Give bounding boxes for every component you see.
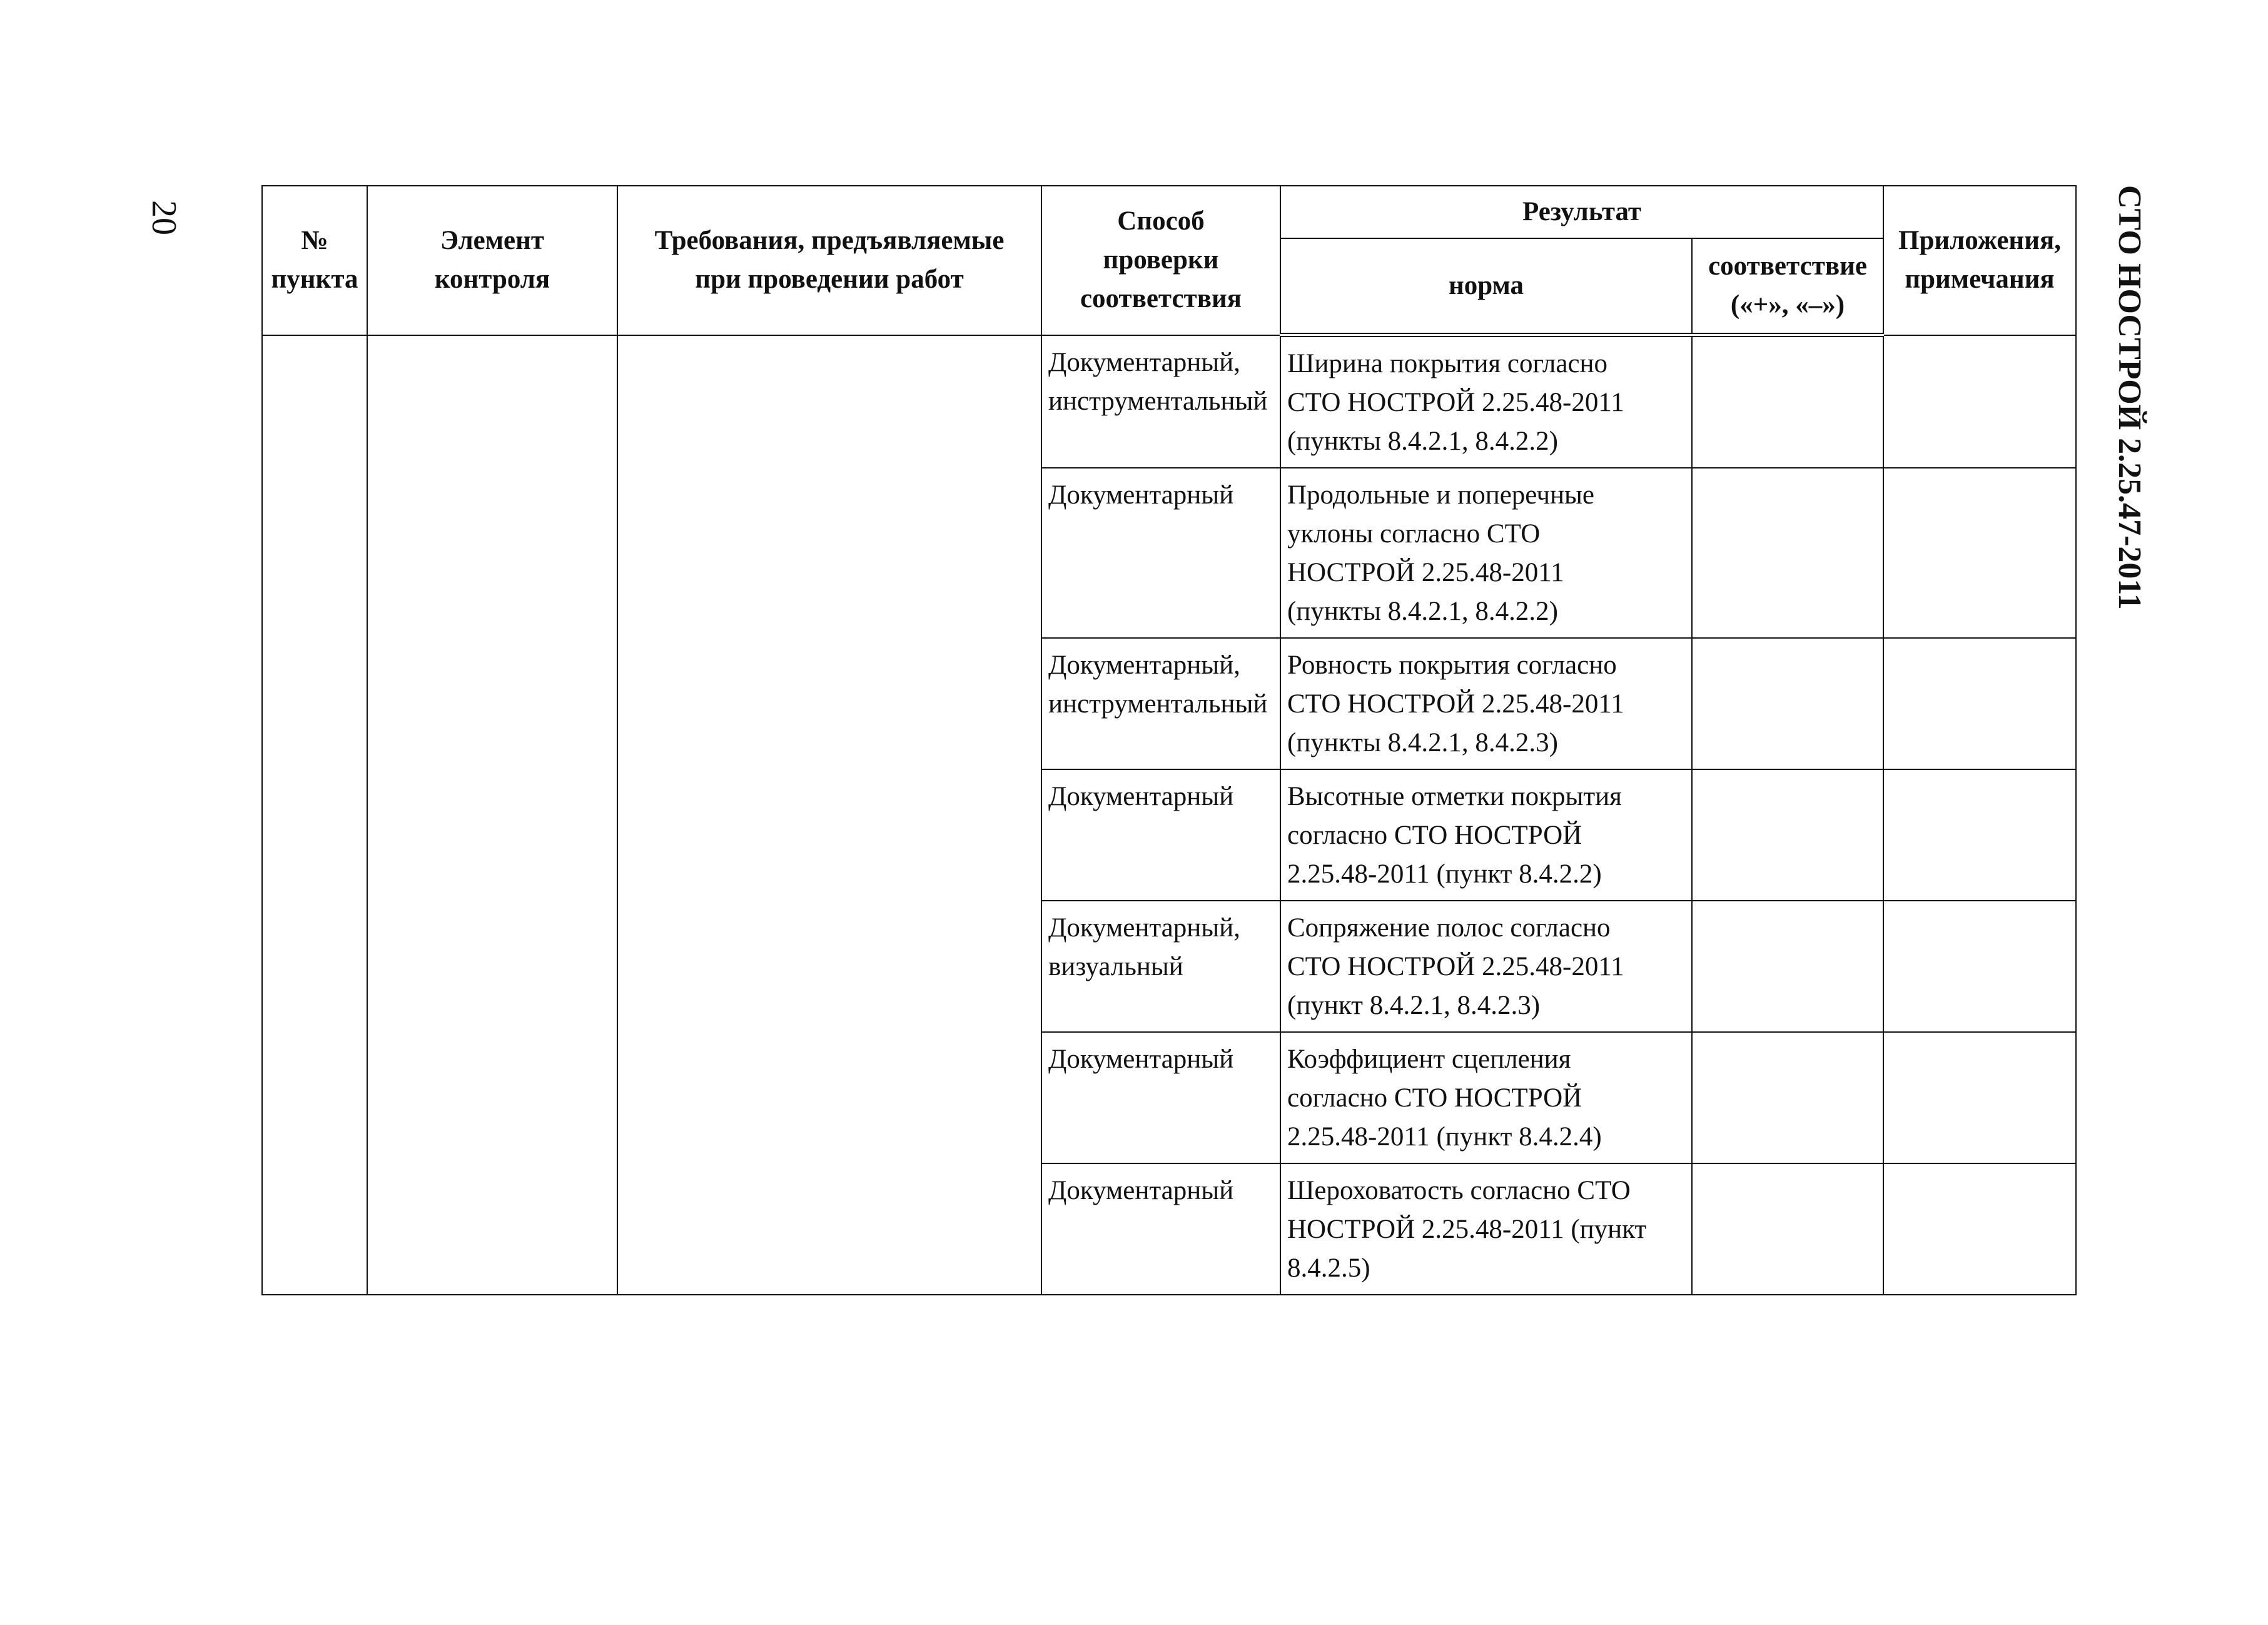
element-cell	[367, 335, 617, 1295]
header-norm: норма	[1280, 238, 1692, 335]
compliance-cell	[1692, 335, 1883, 468]
header-number: № пункта	[262, 186, 367, 335]
header-result: Результат	[1280, 186, 1883, 238]
norm-cell: Шероховатость согласно СТО НОСТРОЙ 2.25.48-2011 (пункт 8.4.2.5)	[1280, 1163, 1692, 1295]
method-cell: Документарный	[1041, 1032, 1280, 1163]
compliance-cell	[1692, 769, 1883, 901]
header-requirements: Требования, предъявляемые при проведении работ	[617, 186, 1041, 335]
notes-cell	[1883, 468, 2076, 638]
norm-cell: Коэффициент сцепления согласно СТО НОСТРОЙ 2.25.48-2011 (пункт 8.4.2.4)	[1280, 1032, 1692, 1163]
method-cell: Документарный, инструментальный	[1041, 638, 1280, 769]
notes-cell	[1883, 1163, 2076, 1295]
compliance-cell	[1692, 1163, 1883, 1295]
header-element: Элемент контроля	[367, 186, 617, 335]
method-cell: Документарный	[1041, 468, 1280, 638]
header-notes: Приложения, примечания	[1883, 186, 2076, 335]
compliance-cell	[1692, 901, 1883, 1032]
notes-cell	[1883, 638, 2076, 769]
header-row-top	[262, 186, 2076, 238]
method-cell: Документарный, инструментальный	[1041, 335, 1280, 468]
notes-cell	[1883, 769, 2076, 901]
header-compliance: соответствие («+», «–»)	[1692, 238, 1883, 335]
notes-cell	[1883, 335, 2076, 468]
compliance-cell	[1692, 638, 1883, 769]
norm-cell: Сопряжение полос согласно СТО НОСТРОЙ 2.25.48-2011 (пункт 8.4.2.1, 8.4.2.3)	[1280, 901, 1692, 1032]
notes-cell	[1883, 901, 2076, 1032]
norm-cell: Ширина покрытия согласно СТО НОСТРОЙ 2.25.48-2011 (пункты 8.4.2.1, 8.4.2.2)	[1280, 335, 1692, 468]
compliance-cell	[1692, 1032, 1883, 1163]
norm-cell: Продольные и поперечные уклоны согласно СТО НОСТРОЙ 2.25.48-2011 (пункты 8.4.2.1, 8.4.2.2)	[1280, 468, 1692, 638]
compliance-cell	[1692, 468, 1883, 638]
header-method: Способ проверки соответствия	[1041, 186, 1280, 335]
norm-cell: Высотные отметки покрытия согласно СТО НОСТРОЙ 2.25.48-2011 (пункт 8.4.2.2)	[1280, 769, 1692, 901]
notes-cell	[1883, 1032, 2076, 1163]
control-table	[261, 185, 2077, 1295]
table-row	[262, 335, 2076, 468]
requirements-cell	[617, 335, 1041, 1295]
number-cell	[262, 335, 367, 1295]
method-cell: Документарный	[1041, 769, 1280, 901]
method-cell: Документарный	[1041, 1163, 1280, 1295]
method-cell: Документарный, визуальный	[1041, 901, 1280, 1032]
document-code: СТО НОСТРОЙ 2.25.47-2011	[2112, 185, 2147, 610]
norm-cell: Ровность покрытия согласно СТО НОСТРОЙ 2.25.48-2011 (пункты 8.4.2.1, 8.4.2.3)	[1280, 638, 1692, 769]
page-number: 20	[144, 200, 183, 235]
